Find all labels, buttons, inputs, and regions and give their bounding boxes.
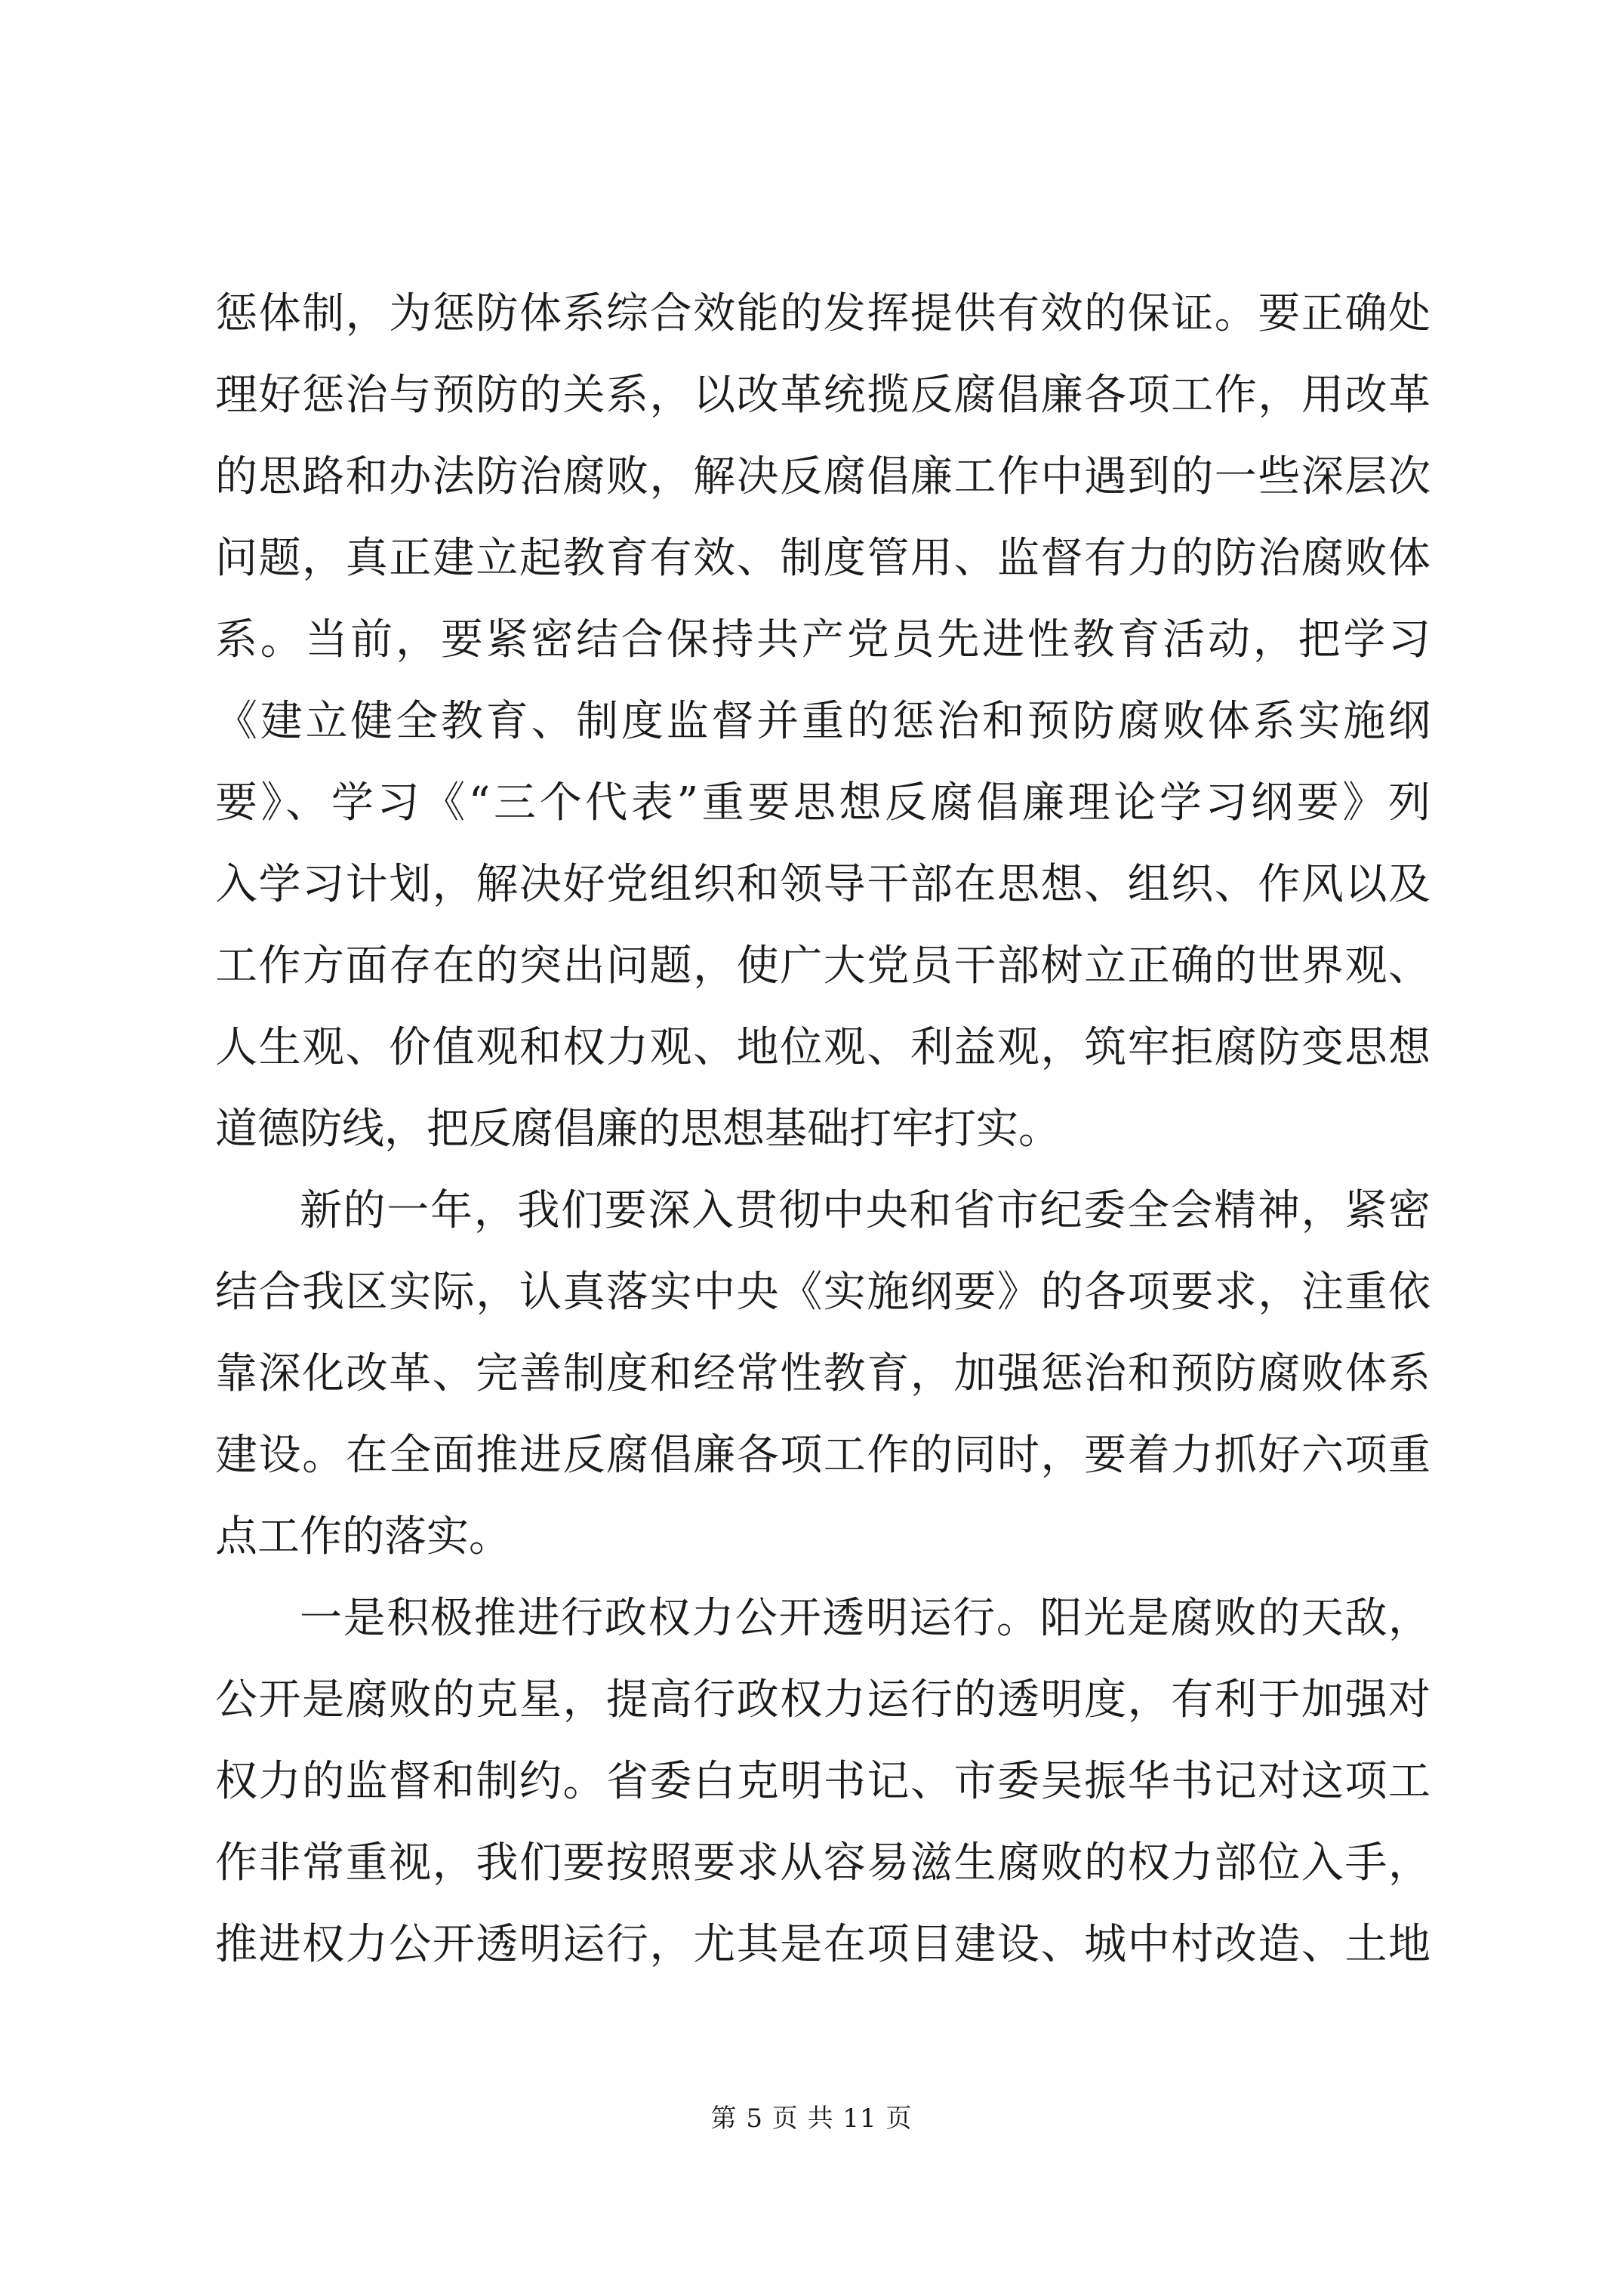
page-number-footer: 第 5 页 共 11 页	[710, 2103, 913, 2134]
paragraph-1-line-8: 入学习计划，解决好党组织和领导干部在思想、组织、作风以及	[215, 860, 1431, 909]
paragraph-1-line-2: 理好惩治与预防的关系，以改革统揽反腐倡廉各项工作，用改革	[215, 371, 1431, 420]
paragraph-2-line-5: 点工作的落实。	[215, 1512, 511, 1561]
paragraph-1-line-9: 工作方面存在的突出问题，使广大党员干部树立正确的世界观、	[215, 942, 1431, 991]
paragraph-3-line-3: 权力的监督和制约。省委白克明书记、市委吴振华书记对这项工	[215, 1757, 1431, 1806]
body-text	[215, 273, 1431, 1986]
paragraph-1-line-6: 《建立健全教育、制度监督并重的惩治和预防腐败体系实施纲	[215, 697, 1431, 746]
paragraph-2-line-1: 新的一年，我们要深入贯彻中央和省市纪委全会精神，紧密	[300, 1186, 1431, 1235]
paragraph-1-line-3: 的思路和办法防治腐败，解决反腐倡廉工作中遇到的一些深层次	[215, 452, 1431, 501]
paragraph-1-line-5: 系。当前，要紧密结合保持共产党员先进性教育活动，把学习	[215, 615, 1431, 664]
paragraph-3-line-2: 公开是腐败的克星，提高行政权力运行的透明度，有利于加强对	[215, 1675, 1431, 1724]
paragraph-2-line-3: 靠深化改革、完善制度和经常性教育，加强惩治和预防腐败体系	[215, 1349, 1431, 1398]
paragraph-2-line-4: 建设。在全面推进反腐倡廉各项工作的同时，要着力抓好六项重	[215, 1431, 1431, 1480]
paragraph-1-line-1: 惩体制，为惩防体系综合效能的发挥提供有效的保证。要正确处	[215, 289, 1431, 338]
paragraph-3-line-4: 作非常重视，我们要按照要求从容易滋生腐败的权力部位入手，	[215, 1838, 1431, 1888]
paragraph-1-line-11: 道德防线，把反腐倡廉的思想基础打牢打实。	[215, 1105, 1061, 1154]
paragraph-1-line-4: 问题，真正建立起教育有效、制度管用、监督有力的防治腐败体	[215, 534, 1431, 583]
paragraph-3-line-1: 一是积极推进行政权力公开透明运行。阳光是腐败的天敌，	[300, 1594, 1431, 1643]
paragraph-2-line-2: 结合我区实际，认真落实中央《实施纲要》的各项要求，注重依	[215, 1268, 1431, 1317]
paragraph-1-line-7: 要》、学习《“三个代表”重要思想反腐倡廉理论学习纲要》列	[215, 778, 1431, 827]
paragraph-3-line-5: 推进权力公开透明运行，尤其是在项目建设、城中村改造、土地	[215, 1920, 1431, 1969]
paragraph-1-line-10: 人生观、价值观和权力观、地位观、利益观，筑牢拒腐防变思想	[215, 1023, 1431, 1072]
